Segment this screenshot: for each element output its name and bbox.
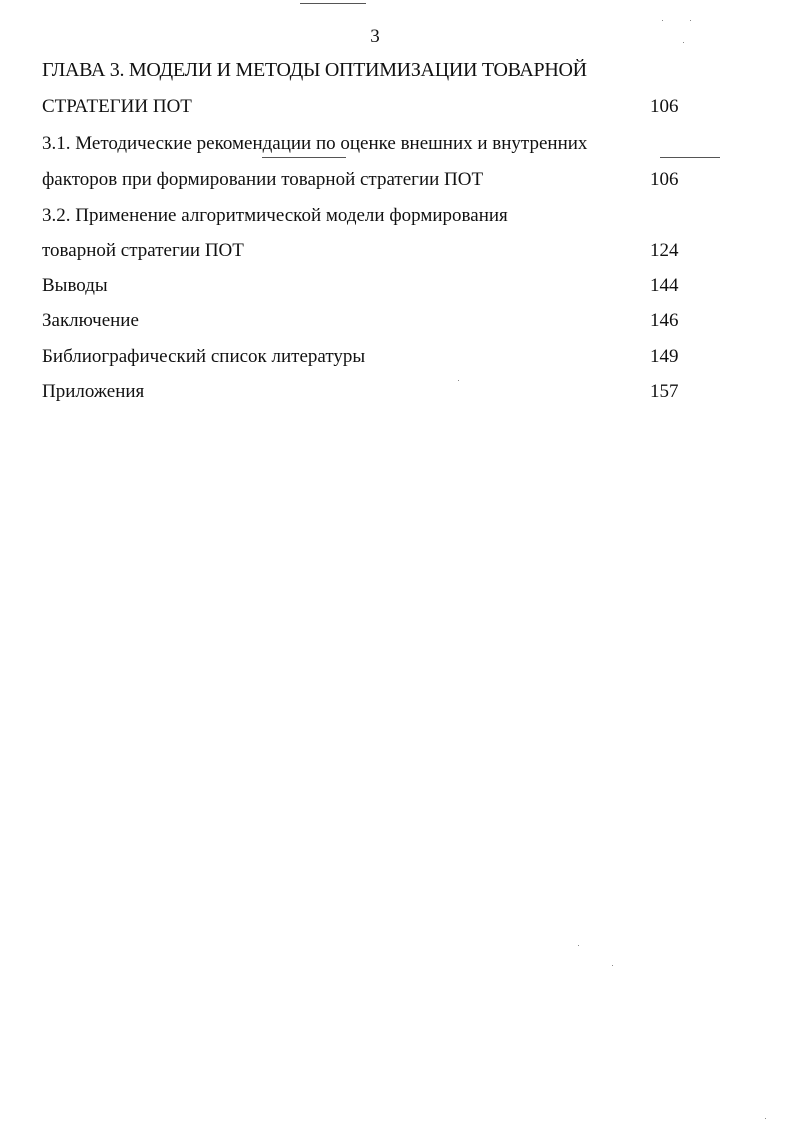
toc-entry-final-conclusion — [42, 309, 682, 333]
toc-entry-section-3-1 — [42, 132, 682, 156]
toc-entry-conclusions — [42, 274, 682, 298]
toc-entry-text: 3.1. Методические рекомендации по оценке внешних и внутренних — [42, 133, 588, 154]
toc-entry-page: 106 — [650, 96, 679, 117]
toc-entry-text: ГЛАВА 3. МОДЕЛИ И МЕТОДЫ ОПТИМИЗАЦИИ ТОВАРНОЙ — [42, 59, 587, 81]
scan-dot — [578, 945, 579, 946]
scan-dot — [765, 1118, 766, 1119]
toc-entry-text: СТРАТЕГИИ ПОТ — [42, 96, 192, 117]
toc-entry-bibliography — [42, 345, 682, 369]
scan-artifact-underline — [262, 157, 346, 158]
toc-entry-text: Приложения — [42, 381, 145, 402]
toc-entry-page: 144 — [650, 275, 679, 296]
toc-entry-section-3-2 — [42, 204, 682, 228]
toc-entry-chapter-3-title — [42, 58, 682, 82]
toc-entry-text: товарной стратегии ПОТ — [42, 240, 244, 261]
toc-entry-page: 106 — [650, 169, 679, 190]
toc-entry-page: 146 — [650, 310, 679, 331]
toc-entry-page: 124 — [650, 240, 679, 261]
toc-entry-section-3-2-cont — [42, 239, 682, 263]
page-number: 3 — [370, 26, 380, 47]
scan-dot — [662, 20, 663, 21]
toc-entry-text: Выводы — [42, 275, 108, 296]
toc-entry-page: 157 — [650, 381, 679, 402]
toc-entry-page: 149 — [650, 346, 679, 367]
scan-dot — [690, 20, 691, 21]
toc-entry-text: Библиографический список литературы — [42, 346, 366, 367]
scan-dot — [612, 965, 613, 966]
scan-artifact-top — [300, 3, 366, 4]
toc-entry-chapter-3-title-cont — [42, 95, 682, 119]
toc-entry-appendices — [42, 380, 682, 404]
toc-entry-text: 3.2. Применение алгоритмической модели формирования — [42, 205, 508, 226]
scan-artifact-right — [660, 157, 720, 158]
toc-entry-section-3-1-cont — [42, 168, 682, 192]
toc-entry-text: факторов при формировании товарной стратегии ПОТ — [42, 169, 484, 190]
toc-entry-text: Заключение — [42, 310, 139, 331]
